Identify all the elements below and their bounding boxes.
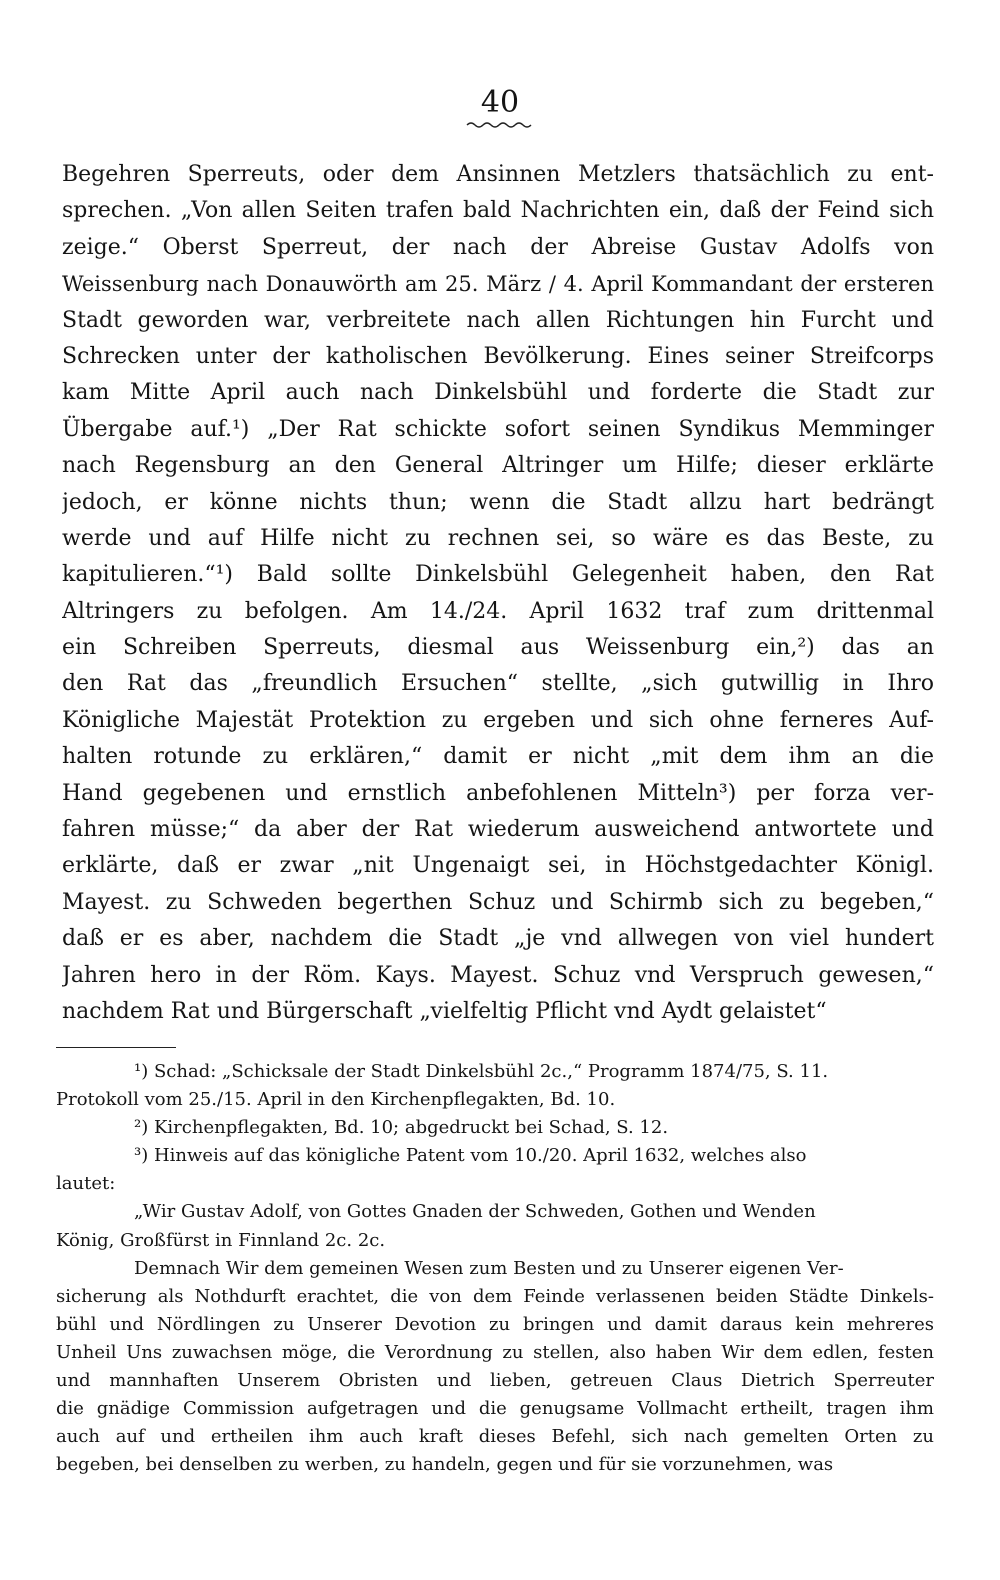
quote-continued-line: sicherung als Nothdurft erachtet, die von dem Feinde verlassenen beiden Städte Dinkels- (56, 1285, 934, 1307)
text-line: sprechen. „Von allen Seiten trafen bald Nachrichten ein, daß der Feind sich (62, 198, 934, 224)
text-line: kam Mitte April auch nach Dinkelsbühl und forderte die Stadt zur (62, 380, 934, 406)
text-line: Jahren hero in der Röm. Kays. Mayest. Schuz vnd Verspruch gewesen,“ (62, 962, 934, 988)
footnote-3-line: lautet: (56, 1173, 116, 1195)
quote-continued-line: bühl und Nördlingen zu Unserer Devotion zu bringen und damit daraus kein mehreres (56, 1313, 934, 1335)
text-line: daß er es aber, nachdem die Stadt „je vnd allwegen von viel hundert (62, 926, 934, 952)
text-line: halten rotunde zu erklären,“ damit er nicht „mit dem ihm an die (62, 744, 934, 770)
footnotes (56, 1058, 934, 1479)
text-line: Mayest. zu Schweden begerthen Schuz und Schirmb sich zu begeben,“ (62, 889, 934, 915)
page-number: 40 (480, 85, 520, 120)
quote-continued-line: die gnädige Commission aufgetragen und die genugsame Vollmacht ertheilt, tragen ihm (56, 1398, 934, 1420)
main-text (62, 157, 934, 1030)
footnote-divider (56, 1047, 176, 1048)
text-line: den Rat das „freundlich Ersuchen“ stellte, „sich gutwillig in Ihro (62, 671, 934, 697)
text-line: Königliche Majestät Protektion zu ergeben und sich ohne ferneres Auf- (62, 707, 934, 733)
text-line: kapitulieren.“¹) Bald sollte Dinkelsbühl Gelegenheit haben, den Rat (62, 562, 934, 588)
footnote-3-line: ³) Hinweis auf das königliche Patent vom 10./20. April 1632, welches also (134, 1145, 807, 1167)
text-line: ein Schreiben Sperreuts, diesmal aus Weissenburg ein,²) das an (62, 635, 934, 661)
quote-continued-line: und mannhaften Unserem Obristen und lieben, getreuen Claus Dietrich Sperreuter (56, 1370, 934, 1392)
quote-continued-line: Demnach Wir dem gemeinen Wesen zum Besten und zu Unserer eigenen Ver- (134, 1257, 844, 1279)
text-line: werde und auf Hilfe nicht zu rechnen sei, so wäre es das Beste, zu (62, 525, 934, 551)
text-line: Stadt geworden war, verbreitete nach allen Richtungen hin Furcht und (62, 307, 934, 333)
quote-continued-line: begeben, bei denselben zu werben, zu handeln, gegen und für sie vorzunehmen, was (56, 1454, 834, 1476)
text-line: jedoch, er könne nichts thun; wenn die Stadt allzu hart bedrängt (62, 489, 934, 515)
quote-continued-line: auch auf und ertheilen ihm auch kraft dieses Befehl, sich nach gemelten Orten zu (56, 1426, 934, 1448)
quote-continued-line: Unheil Uns zuwachsen möge, die Verordnung zu stellen, also haben Wir dem edlen, festen (56, 1341, 934, 1363)
text-line: Altringers zu befolgen. Am 14./24. April 1632 traf zum drittenmal (62, 598, 934, 624)
text-line: nachdem Rat und Bürgerschaft „vielfeltig Pflicht vnd Aydt gelaistet“ (62, 998, 827, 1024)
text-line: nach Regensburg an den General Altringer um Hilfe; dieser erklärte (62, 453, 934, 479)
footnote-1-line: ¹) Schad: „Schicksale der Stadt Dinkelsbühl 2c.,“ Programm 1874/75, S. 11. (134, 1061, 829, 1082)
footnote-1-line: Protokoll vom 25./15. April in den Kirchenpflegakten, Bd. 10. (56, 1089, 616, 1111)
page-number-ornament (466, 121, 534, 128)
text-line: zeige.“ Oberst Sperreut, der nach der Abreise Gustav Adolfs von (62, 234, 934, 260)
text-line: fahren müsse;“ da aber der Rat wiederum ausweichend antwortete und (62, 817, 934, 843)
text-line: erklärte, daß er zwar „nit Ungenaigt sei, in Höchstgedachter Königl. (62, 853, 934, 879)
quote-line: „Wir Gustav Adolf, von Gottes Gnaden der Schweden, Gothen und Wenden (134, 1201, 816, 1223)
text-line: Schrecken unter der katholischen Bevölkerung. Eines seiner Streifcorps (62, 343, 934, 369)
text-line: Übergabe auf.¹) „Der Rat schickte sofort seinen Syndikus Memminger (62, 416, 934, 442)
footnote-2-line: ²) Kirchenpflegakten, Bd. 10; abgedruckt bei Schad, S. 12. (134, 1117, 669, 1139)
quote-line: König, Großfürst in Finnland 2c. 2c. (56, 1229, 386, 1251)
text-line: Begehren Sperreuts, oder dem Ansinnen Metzlers thatsächlich zu ent- (62, 162, 934, 187)
text-line: Hand gegebenen und ernstlich anbefohlenen Mitteln³) per forza ver- (62, 780, 934, 806)
text-line: Weissenburg nach Donauwörth am 25. März / 4. April Kommandant der ersteren (62, 272, 934, 297)
